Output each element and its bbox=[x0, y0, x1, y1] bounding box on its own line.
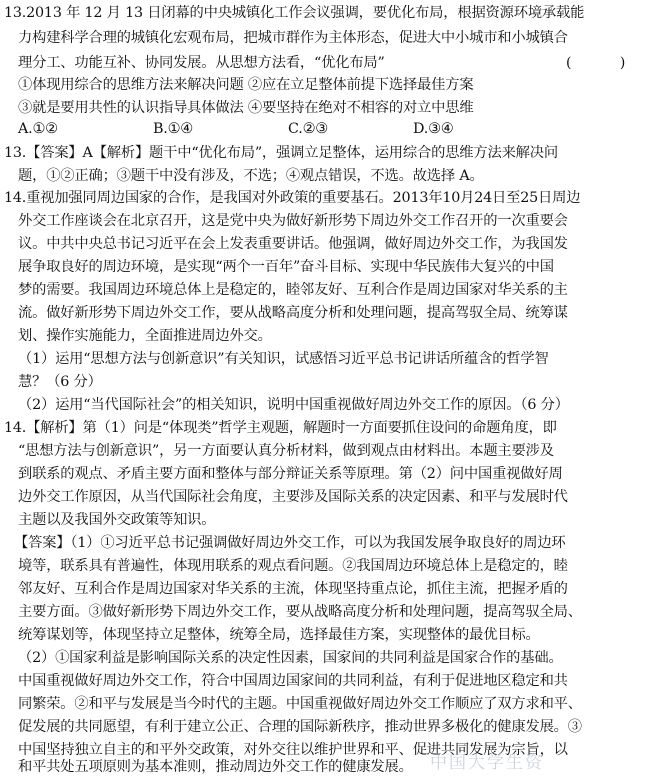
option-b: B.①④ bbox=[153, 121, 193, 137]
q14-answer1-line-3: 邻友好、互利合作是周边国家对华关系的主流，体现坚持重点论，抓住主流，把握矛盾的 bbox=[18, 581, 568, 597]
q13-answer-line-1: 13.【答案】A【解析】题干中“优化布局”，强调立足整体，运用综合的思维方法来解决问 bbox=[4, 145, 558, 161]
answer-bracket: ( ) bbox=[566, 55, 647, 71]
q13-stem-line-1: 13.2013 年 12 月 13 日闭幕的中央城镇化工作会议强调，要优化布局，根据资源环境承载能 bbox=[4, 5, 585, 21]
q14-answer2-line-3: 同繁荣。②和平与发展是当今时代的主题。中国重视做好周边外交工作顺应了双方求和平、 bbox=[18, 696, 582, 712]
q13-answer-line-2: 题，①②正确；③题干中没有涉及，不选；④观点错误，不选。故选择 A。 bbox=[18, 168, 484, 184]
option-d: D.③④ bbox=[413, 121, 454, 137]
site-watermark: 中国大学生资 bbox=[430, 753, 544, 773]
q14-analysis-line-5: 主题以及我国外交政策等知识。 bbox=[18, 512, 216, 528]
q14-stem-line-6: 流。做好新形势下周边外交工作，要从战略高度分析和处理问题，提高驾驭全局、统筹谋 bbox=[18, 305, 568, 321]
q14-answer2-line-4: 促发展的共同愿望，有利于建立公正、合理的国际新秩序，推动世界多极化的健康发展。③ bbox=[18, 719, 582, 735]
q14-stem-line-1: 14.重视加强同周边国家的合作，是我国对外政策的重要基石。2013年10月24日至25日周边 bbox=[4, 190, 581, 206]
q14-analysis-line-2: “思想方法与创新意识”，另一方面要认真分析材料，做到观点由材料出。本题主要涉及 bbox=[18, 443, 554, 459]
q14-sub1-line-1: （1）运用“思想方法与创新意识”有关知识，试感悟习近平总书记讲话所蕴含的哲学智 bbox=[18, 351, 549, 367]
q14-answer1-line-2: 境等，联系具有普遍性，体现用联系的观点看问题。②我国周边环境总体上是稳定的，睦 bbox=[18, 558, 568, 574]
q14-answer1-line-4: 主要方面。③做好新形势下周边外交工作，要从战略高度分析和处理问题，提高驾驭全局、 bbox=[18, 604, 582, 620]
q14-answer1-line-1: 【答案】（1）①习近平总书记强调做好周边外交工作，可以为我国发展争取良好的周边环 bbox=[14, 535, 566, 551]
q14-stem-line-2: 外交工作座谈会在北京召开，这是党中央为做好新形势下周边外交工作召开的一次重要会 bbox=[18, 213, 568, 229]
q14-answer2-line-6: 和平共处五项原则为基本准则，推动周边外交工作的健康发展。 bbox=[18, 759, 413, 775]
q14-stem-line-4: 展争取良好的周边环境，是实现“两个一百年”奋斗目标、实现中华民族伟大复兴的中国 bbox=[18, 259, 554, 275]
q14-sub1-line-2: 慧？（6 分） bbox=[18, 374, 102, 390]
q14-answer1-line-5: 统筹谋划等，体现坚持立足整体，统筹全局，选择最佳方案，实现整体的最优目标。 bbox=[18, 627, 540, 643]
q13-statements-line-2: ③就是要用共性的认识指导具体做法 ④要坚持在绝对不相容的对立中思维 bbox=[18, 100, 474, 116]
q13-options bbox=[18, 118, 605, 140]
q14-answer2-line-2: 中国重视做好周边外交工作，符合中国周边国家间的共同利益，有利于促进地区稳定和共 bbox=[18, 673, 568, 689]
q14-stem-line-3: 议。中共中央总书记习近平在会上发表重要讲话。他强调，做好周边外交工作，为我国发 bbox=[18, 236, 568, 252]
q14-answer2-line-1: （2）①国家利益是影响国际关系的决定性因素，国家间的共同利益是国家合作的基础。 bbox=[18, 650, 563, 666]
option-a: A.①② bbox=[18, 121, 58, 137]
q14-answer2-line-5: 中国坚持独立自主的和平外交政策，对外交往以维护世界和平、促进共同发展为宗旨，以 bbox=[18, 742, 568, 758]
q14-analysis-line-1: 14.【解析】第（1）问是“体现类”哲学主观题，解题时一方面要抓住设问的命题角度，即 bbox=[4, 420, 557, 436]
q14-analysis-line-4: 边外交工作原因，从当代国际社会角度，主要涉及国际关系的决定因素、和平与发展时代 bbox=[18, 489, 568, 505]
q13-stem-line-3: 理分工、功能互补、协同发展。从思想方法看，“优化布局” bbox=[18, 55, 385, 71]
q14-analysis-line-3: 到联系的观点、矛盾主要方面和整体与部分辩证关系等原理。第（2）问中国重视做好周 bbox=[18, 466, 563, 482]
q14-sub2-line-1: （2）运用“当代国际社会”的相关知识，说明中国重视做好周边外交工作的原因。（6 分） bbox=[18, 397, 569, 413]
q13-statements-line-1: ①体现用综合的思维方法来解决问题 ②应在立足整体前提下选择最佳方案 bbox=[18, 77, 474, 93]
q13-stem-line-2: 力构建科学合理的城镇化宏观布局，把城市群作为主体形态，促进大中小城市和小城镇合 bbox=[18, 30, 568, 46]
q14-stem-line-5: 梦的需要。我国周边环境总体上是稳定的，睦邻友好、互利合作是周边国家对华关系的主 bbox=[18, 282, 568, 298]
q14-stem-line-7: 划、操作实施能力，全面推进周边外交。 bbox=[18, 328, 272, 344]
option-c: C.②③ bbox=[288, 121, 328, 137]
